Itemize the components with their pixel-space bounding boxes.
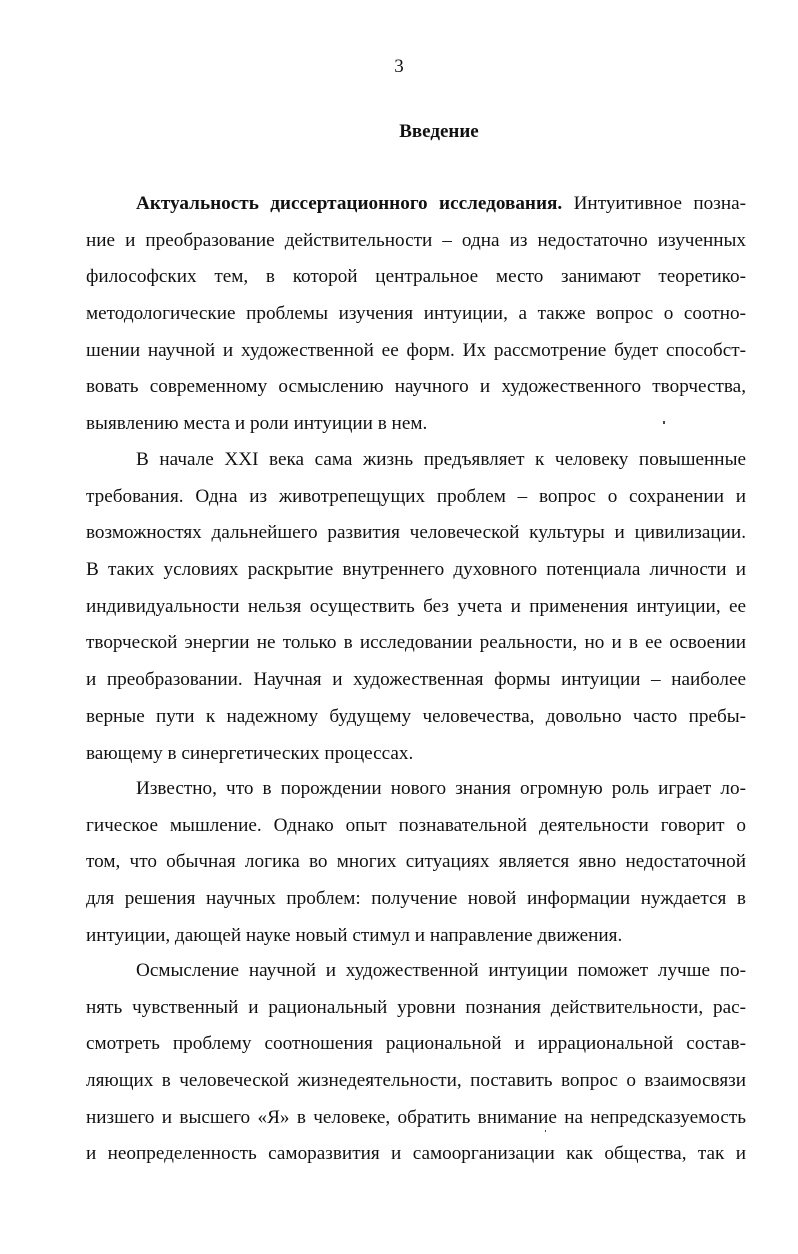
- text-line: В таких условиях раскрытие внутреннего духовного потенциала личности и: [86, 559, 746, 581]
- text-line: нять чувственный и рациональный уровни познания действительности, рас-: [86, 996, 746, 1018]
- paragraph-relevance: [86, 186, 746, 443]
- text-line: том, что обычная логика во многих ситуациях является явно недостаточной: [86, 851, 746, 873]
- paragraph-comprehension: [86, 953, 746, 1173]
- text-line: интуиции, дающей науке новый стимул и направление движения.: [86, 924, 623, 946]
- text-line: ляющих в человеческой жизнедеятельности, поставить вопрос о взаимосвязи: [86, 1070, 746, 1092]
- text-line: творческой энергии не только в исследовании реальности, но и в ее освоении: [86, 632, 746, 654]
- text-line: выявлению места и роли интуиции в нем.: [86, 413, 428, 435]
- text-line: Известно, что в порождении нового знания огромную роль играет ло-: [136, 778, 746, 799]
- text-line: для решения научных проблем: получение новой информации нуждается в: [86, 888, 746, 910]
- text-line: гическое мышление. Однако опыт познавательной деятельности говорит о: [86, 814, 746, 836]
- paragraph-xxi-century: [86, 442, 746, 772]
- text-line: возможностях дальнейшего развития человеческой культуры и цивилизации.: [86, 522, 746, 544]
- text-line: философских тем, в которой центральное место занимают теоретико-: [86, 266, 746, 288]
- page-number: 3: [394, 56, 404, 77]
- text-line: ние и преобразование действительности – одна из недостаточно изученных: [86, 229, 746, 251]
- text-line: Осмысление научной и художественной интуиции поможет лучше по-: [136, 960, 746, 981]
- text-line: вающему в синергетических процессах.: [86, 742, 414, 764]
- text-line: В начале XXI века сама жизнь предъявляет к человеку повышенные: [136, 449, 746, 470]
- paragraph-logic: [86, 771, 746, 954]
- text-line: методологические проблемы изучения интуиции, а также вопрос о соотно-: [86, 303, 746, 325]
- paragraph-lead: Актуальность диссертационного исследования.: [136, 193, 563, 214]
- text-line: верные пути к надежному будущему человечества, довольно часто пребы-: [86, 705, 746, 727]
- text-line: смотреть проблему соотношения рациональной и иррациональной состав-: [86, 1033, 746, 1055]
- text-line: требования. Одна из животрепещущих проблем – вопрос о сохранении и: [86, 485, 746, 507]
- scan-speck: [545, 1130, 546, 1132]
- text-line: и неопределенность саморазвития и самоорганизации как общества, так и: [86, 1143, 746, 1165]
- text-line: и преобразовании. Научная и художественная формы интуиции – наиболее: [86, 669, 746, 691]
- text-line: шении научной и художественной ее форм. Их рассмотрение будет способст-: [86, 339, 746, 361]
- text-line: Актуальность диссертационного исследования. Интуитивное позна-: [136, 193, 746, 214]
- section-title: Введение: [399, 121, 479, 142]
- text-line: индивидуальности нельзя осуществить без учета и применения интуиции, ее: [86, 595, 746, 617]
- text-line: вовать современному осмыслению научного и художественного творчества,: [86, 376, 746, 398]
- text-line: низшего и высшего «Я» в человеке, обратить внимание на непредсказуемость: [86, 1106, 746, 1128]
- scan-speck: [663, 421, 665, 424]
